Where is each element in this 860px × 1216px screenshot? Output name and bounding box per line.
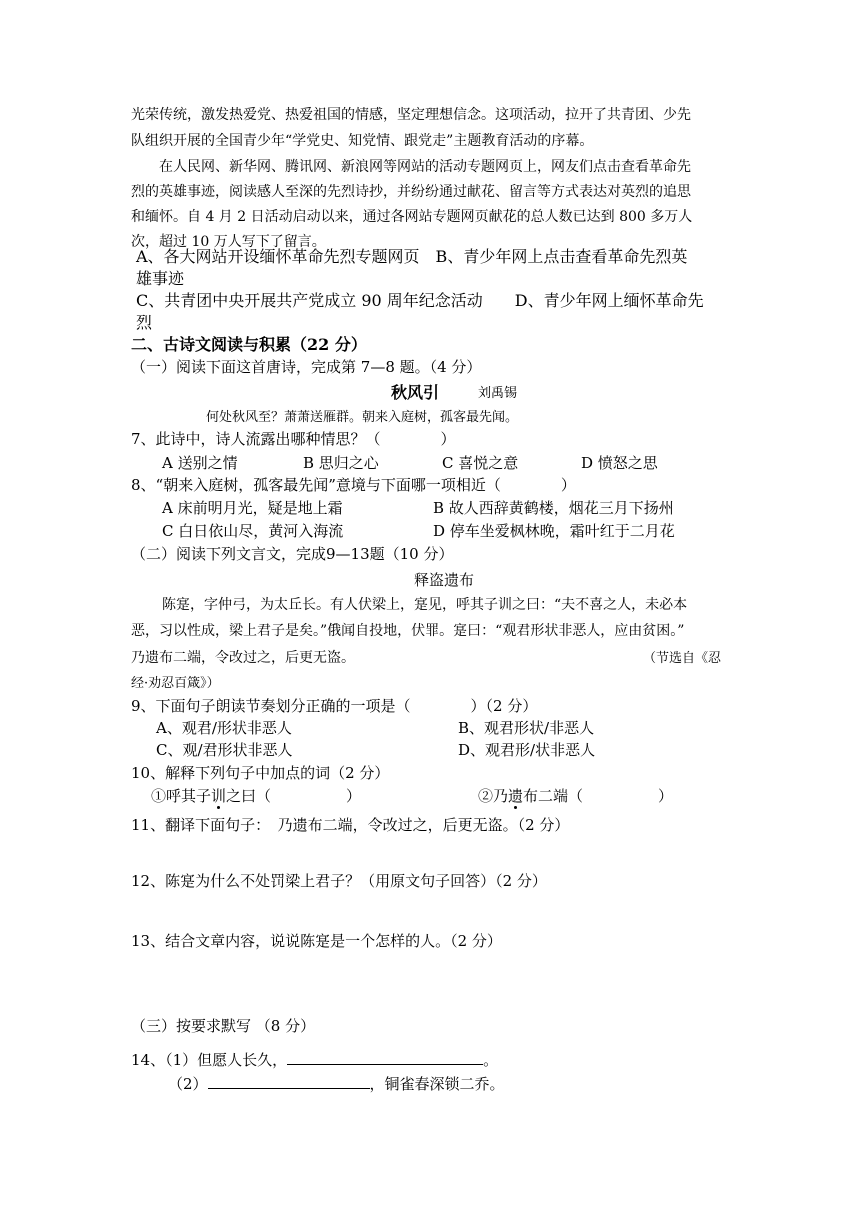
emphasis-char: 训 [211,787,227,805]
q14-text: 14、（1）但愿人长久， [131,1051,288,1069]
q9-option: C、观/君形状非恶人 [156,741,293,759]
q6-options-cd: C、共青团中央开展共产党成立 90 周年纪念活动 D、青少年网上缅怀革命先 [136,291,704,310]
prose-line: 恶，习以性成，梁上君子是矣。”俄闻自投地，伏罪。寔曰：“观君形状非恶人，应由贫困。” [131,623,685,639]
q6-options-cd-cont: 烈 [136,313,153,332]
q10-item-text: ②乃 [478,787,509,805]
question-14-2 [168,1074,505,1092]
subsection-heading: （一）阅读下面这首唐诗，完成第 7—8 题。（4 分） [131,358,482,376]
question-8: 8、“朝来入庭树，孤客最先闻”意境与下面哪一项相近（ ） [131,476,576,494]
prose-source: （节选自《忍 [643,651,722,666]
passage-line: 次，超过 10 万人写下了留言。 [131,234,326,250]
poem-title: 秋风引 [391,383,440,402]
q6-options-ab-cont: 雄事迹 [136,269,185,288]
poem-author: 刘禹锡 [478,386,518,401]
question-7: 7、此诗中，诗人流露出哪种情思？（ ） [131,430,456,448]
q10-item [151,789,361,804]
passage-line: 在人民网、新华网、腾讯网、新浪网等网站的活动专题网页上，网友们点击查看革命先 [159,159,691,175]
q8-option: C 白日依山尽，黄河入海流 [162,522,344,540]
q14-text: ，铜雀春深锁二乔。 [369,1075,505,1093]
question-9: 9、下面句子朗读节奏划分正确的一项是（ ）（2 分） [131,697,538,715]
question-13: 13、结合文章内容，说说陈寔是一个怎样的人。（2 分） [131,932,502,950]
prose-source: 经·劝忍百箴》） [131,676,220,691]
q8-option: A 床前明月光，疑是地上霜 [162,499,343,517]
prose-line: 陈寔，字仲弓，为太丘长。有人伏梁上，寔见，呼其子训之曰：“夫不喜之人，未必本 [162,597,688,613]
emphasis-char: 遗 [508,787,524,805]
q14-text: （2） [168,1075,208,1093]
q10-item-text: ①呼其子 [151,787,212,805]
fill-blank[interactable] [287,1050,483,1065]
q10-item-text: 之曰（ ） [226,787,362,805]
prose-line: 乃遗布二端，令改过之，后更无盗。 [131,650,355,666]
q7-option: D 愤怒之思 [581,454,658,472]
q7-option: A 送别之情 [162,454,238,472]
q8-option: D 停车坐爱枫林晚，霜叶红于二月花 [433,522,675,540]
q7-option: B 思归之心 [303,454,379,472]
q7-option: C 喜悦之意 [442,454,519,472]
subsection-heading: （二）阅读下列文言文，完成9—13题（10 分） [131,545,454,563]
prose-title: 释盗遗布 [414,571,475,589]
passage-line: 光荣传统，激发热爱党、热爱祖国的情感，坚定理想信念。这项活动，拉开了共青团、少先 [131,107,691,123]
question-10: 10、解释下列句子中加点的词（2 分） [131,764,390,782]
fill-blank[interactable] [208,1074,370,1089]
question-11: 11、翻译下面句子： 乃遗布二端，令改过之，后更无盗。（2 分） [131,816,570,834]
q9-option: A、观君/形状非恶人 [156,719,292,737]
q8-option: B 故人西辞黄鹤楼，烟花三月下扬州 [433,499,674,517]
q6-options-ab: A、各大网站开设缅怀革命先烈专题网页 B、青少年网上点击查看革命先烈英 [136,247,688,266]
q14-text: 。 [483,1051,499,1069]
section-heading: 二、古诗文阅读与积累（22 分） [131,335,367,354]
q10-item-text: 布二端（ ） [523,787,674,805]
poem-text: 何处秋风至？萧萧送雁群。朝来入庭树，孤客最先闻。 [206,410,519,425]
passage-line: 和缅怀。自 4 月 2 日活动启动以来，通过各网站专题网页献花的总人数已达到 800 多万人 [131,209,693,225]
q9-option: B、观君形状/非恶人 [458,719,595,737]
question-12: 12、陈寔为什么不处罚梁上君子？（用原文句子回答）（2 分） [131,872,547,890]
passage-line: 队组织开展的全国青少年“学党史、知党情、跟党走”主题教育活动的序幕。 [131,133,594,149]
subsection-heading: （三）按要求默写 （8 分） [131,1017,316,1035]
q9-option: D、观君形/状非恶人 [458,741,596,759]
q10-item [478,789,673,804]
passage-line: 烈的英雄事迹，阅读感人至深的先烈诗抄，并纷纷通过献花、留言等方式表达对英烈的追思 [131,184,691,200]
question-14-1 [131,1050,498,1068]
